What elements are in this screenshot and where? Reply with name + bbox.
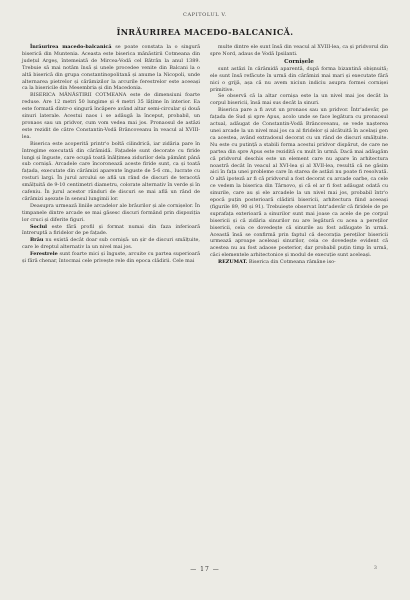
paragraph-lead: Soclul <box>30 223 48 230</box>
paragraph-lead: Ferestrele <box>30 251 58 258</box>
paragraph <box>22 92 200 140</box>
paragraph-text: sunt astăzi în cărămidă aparentă, după forma bizantină obișnuită; ele sunt însă refăcute în urmă din cărămizi mai mari și executate fără nici o grijă, așa că nu avem niciun indiciu asupra formei cornișei primitive. <box>210 65 388 93</box>
paragraph-text: multe dintre ele sunt însă din veacul al XVIII-lea, ca și pridvorul din spre Nord, adaus de Vodă Ipsilanti. <box>210 44 388 57</box>
paragraph-lead: Înrăurirea macedo-balcanică <box>30 44 112 50</box>
paragraph-text: se poate constata la o singură biserică din Muntenia. Aceasta este biserica mănăstirii Cotmeana din județul Argeș, întemeiată de Mircea-Vodă cel Bătrân la anul 1389. Trebuie să mai notăm însă și unele procedee venite din Balcani la o altă biserică din grupa constantinopolitană și anume la Nicopoli, unde alternarea pietrelor și cărămizilor la arcurile ferestrelor este aceeași ca la bisericile din Mesembria și din Macedonia. <box>22 44 201 92</box>
paragraph-text: Biserica pare a fi avut un pronaos sau un pridvor. Într'adevăr, pe fațada de Sud și spre Apus, acolo unde se face legătura cu pronaosul actual, adăugat de Constantin-Vodă Brâncoveanu, se vede nașterea unei arcade la un nivel mai jos ca al firidelor și alcătuită în același gen ca acestea, având extradosul decorat cu un rând de discuri smălțuite. Nu este cu putință a stabili forma acestui pridvor dispărut, de care ne partea din spre Apus este rezidită cu mult în urmă. Dacă mai adăugăm că pridvorul deschis este un element care nu apare în arhitectura noastră decât în veacul al XVI-lea și al XVII-lea, resultă că ne găsim aici în fața unei probleme care în starea de astăzi nu poate fi resolvată. O altă ipoteză ar fi că pridvorul a fost decorat cu arcade oarbe, ca cele ce vedem la biserica din Târnovo, și că el ar fi fost adăugat odată cu sinurile, care au și ele arcadele la un nivel mai jos, probabil într'o epocă puțin posterioară clădirii bisericii, arhitectura fiind aceeași (figurile 89, 90 și 91). Trebuiește observat într'adevăr că firidele de pe suprafața exterioară a sinurilor sunt mai joase ca acele de pe corpul bisericii și că zidăria sinurilor nu are legătură cu acea a pereților bisericii, ceia ce dovedește că sinurile au fost adăugate în urmă. Această însă se confirmă prin faptul că decorația pereților bisericii urmează aproape aceleași sinurilor, ceia ce dovedește evident că acestea nu au fost adaose posterior, dar probabil puțin timp în urmă, căci elementele arhitectonice și modul de execuție sunt aceleași. <box>210 107 388 259</box>
signature-mark: 3 <box>374 566 377 571</box>
paragraph <box>210 44 388 58</box>
paragraph-lead: REZUMAT. <box>218 259 248 266</box>
paragraph-text: sunt foarte mici și înguste, arcuite cu partea superioară și fără chenar, întocmai cele privește rele din epoca clădirii. Cele mai <box>22 251 200 265</box>
paragraph-text: BISERICA MĂNĂSTIRII COTMEANA este de dimensiuni foarte reduse. Are 12 metri 50 lungime și 4 metri 35 lățime în interior. Ea este formată dintr-o singură încăpere având altar semi-circular și două sinuri laterale. Acestui naos i se adăugă la început, probabil, un pronaos sau un pridvor, cum vom vedea mai jos. Pronaosul de astăzi este rezidit de către Constantin-Vodă Brâncoveanu în veacul al XVIII-lea. <box>22 92 200 140</box>
page-number: — 17 — <box>190 566 220 573</box>
paragraph-text: Se observă că la altar cornișa este la un nivel mai jos decât la corpul bisericii, însă mai sus decât la sinuri. <box>210 93 388 107</box>
paragraph-text: Biserica este acoperită printr'o boltă cilindrică, iar zidăria pare în întregime executată din cărămidă. Fațadele sunt decorate cu firide lungi și înguste, care ocupă toată înălțimea zidurilor dela pământ până sub cornișă. Arcadele care încoronează aceste firide sunt, ca și toată fațada, executate din cărămizi aparente înguste de 5-6 cm., lucrate cu rosturi largi. În jurul arcului se află un rând de discuri de teracotă smălțuită de 9-10 centimetri diametru, colorate alternativ în verde și în cafeniu. În jurul acestor rânduri de discuri se mai află un rând de cărămizi așezate în sensul lungimii lor. <box>22 140 200 202</box>
paragraph-text: nu există decât doar sub cornișă: un șir de discuri smălțuite, care le dreptul alternativ la un nivel mai jos. <box>22 237 200 251</box>
paragraph-text: este fără profil și format numai din faza inferioară întreruptă a firidelor de pe fațade. <box>22 223 200 237</box>
paragraph <box>22 237 200 251</box>
paragraph <box>210 107 388 259</box>
paragraph <box>22 251 200 265</box>
paragraph-lead: Brâu <box>30 237 44 244</box>
paragraph-text: Deasupra urmează liniile arcadelor ale brâurilor și ale cornișelor. În timpanele dintre arcade se mai găsesc discuri formând prin dispoziția lor cruci și diferite figuri. <box>22 202 200 223</box>
chapter-heading: CAPITOLUL V. <box>183 12 227 18</box>
right-column <box>210 44 388 266</box>
section-title: ÎNRĂURIREA MACEDO-BALCANICĂ. <box>116 27 294 37</box>
paragraph <box>22 224 200 238</box>
paragraph <box>22 141 200 203</box>
paragraph <box>210 93 388 107</box>
paragraph <box>210 66 388 94</box>
paragraph <box>210 259 388 266</box>
subheading: Cornișele <box>284 58 314 65</box>
left-column <box>22 44 200 265</box>
paragraph <box>22 44 200 92</box>
paragraph <box>22 203 200 224</box>
paragraph-text: Biserica din Cotmeana rămâne iso- <box>247 259 336 266</box>
